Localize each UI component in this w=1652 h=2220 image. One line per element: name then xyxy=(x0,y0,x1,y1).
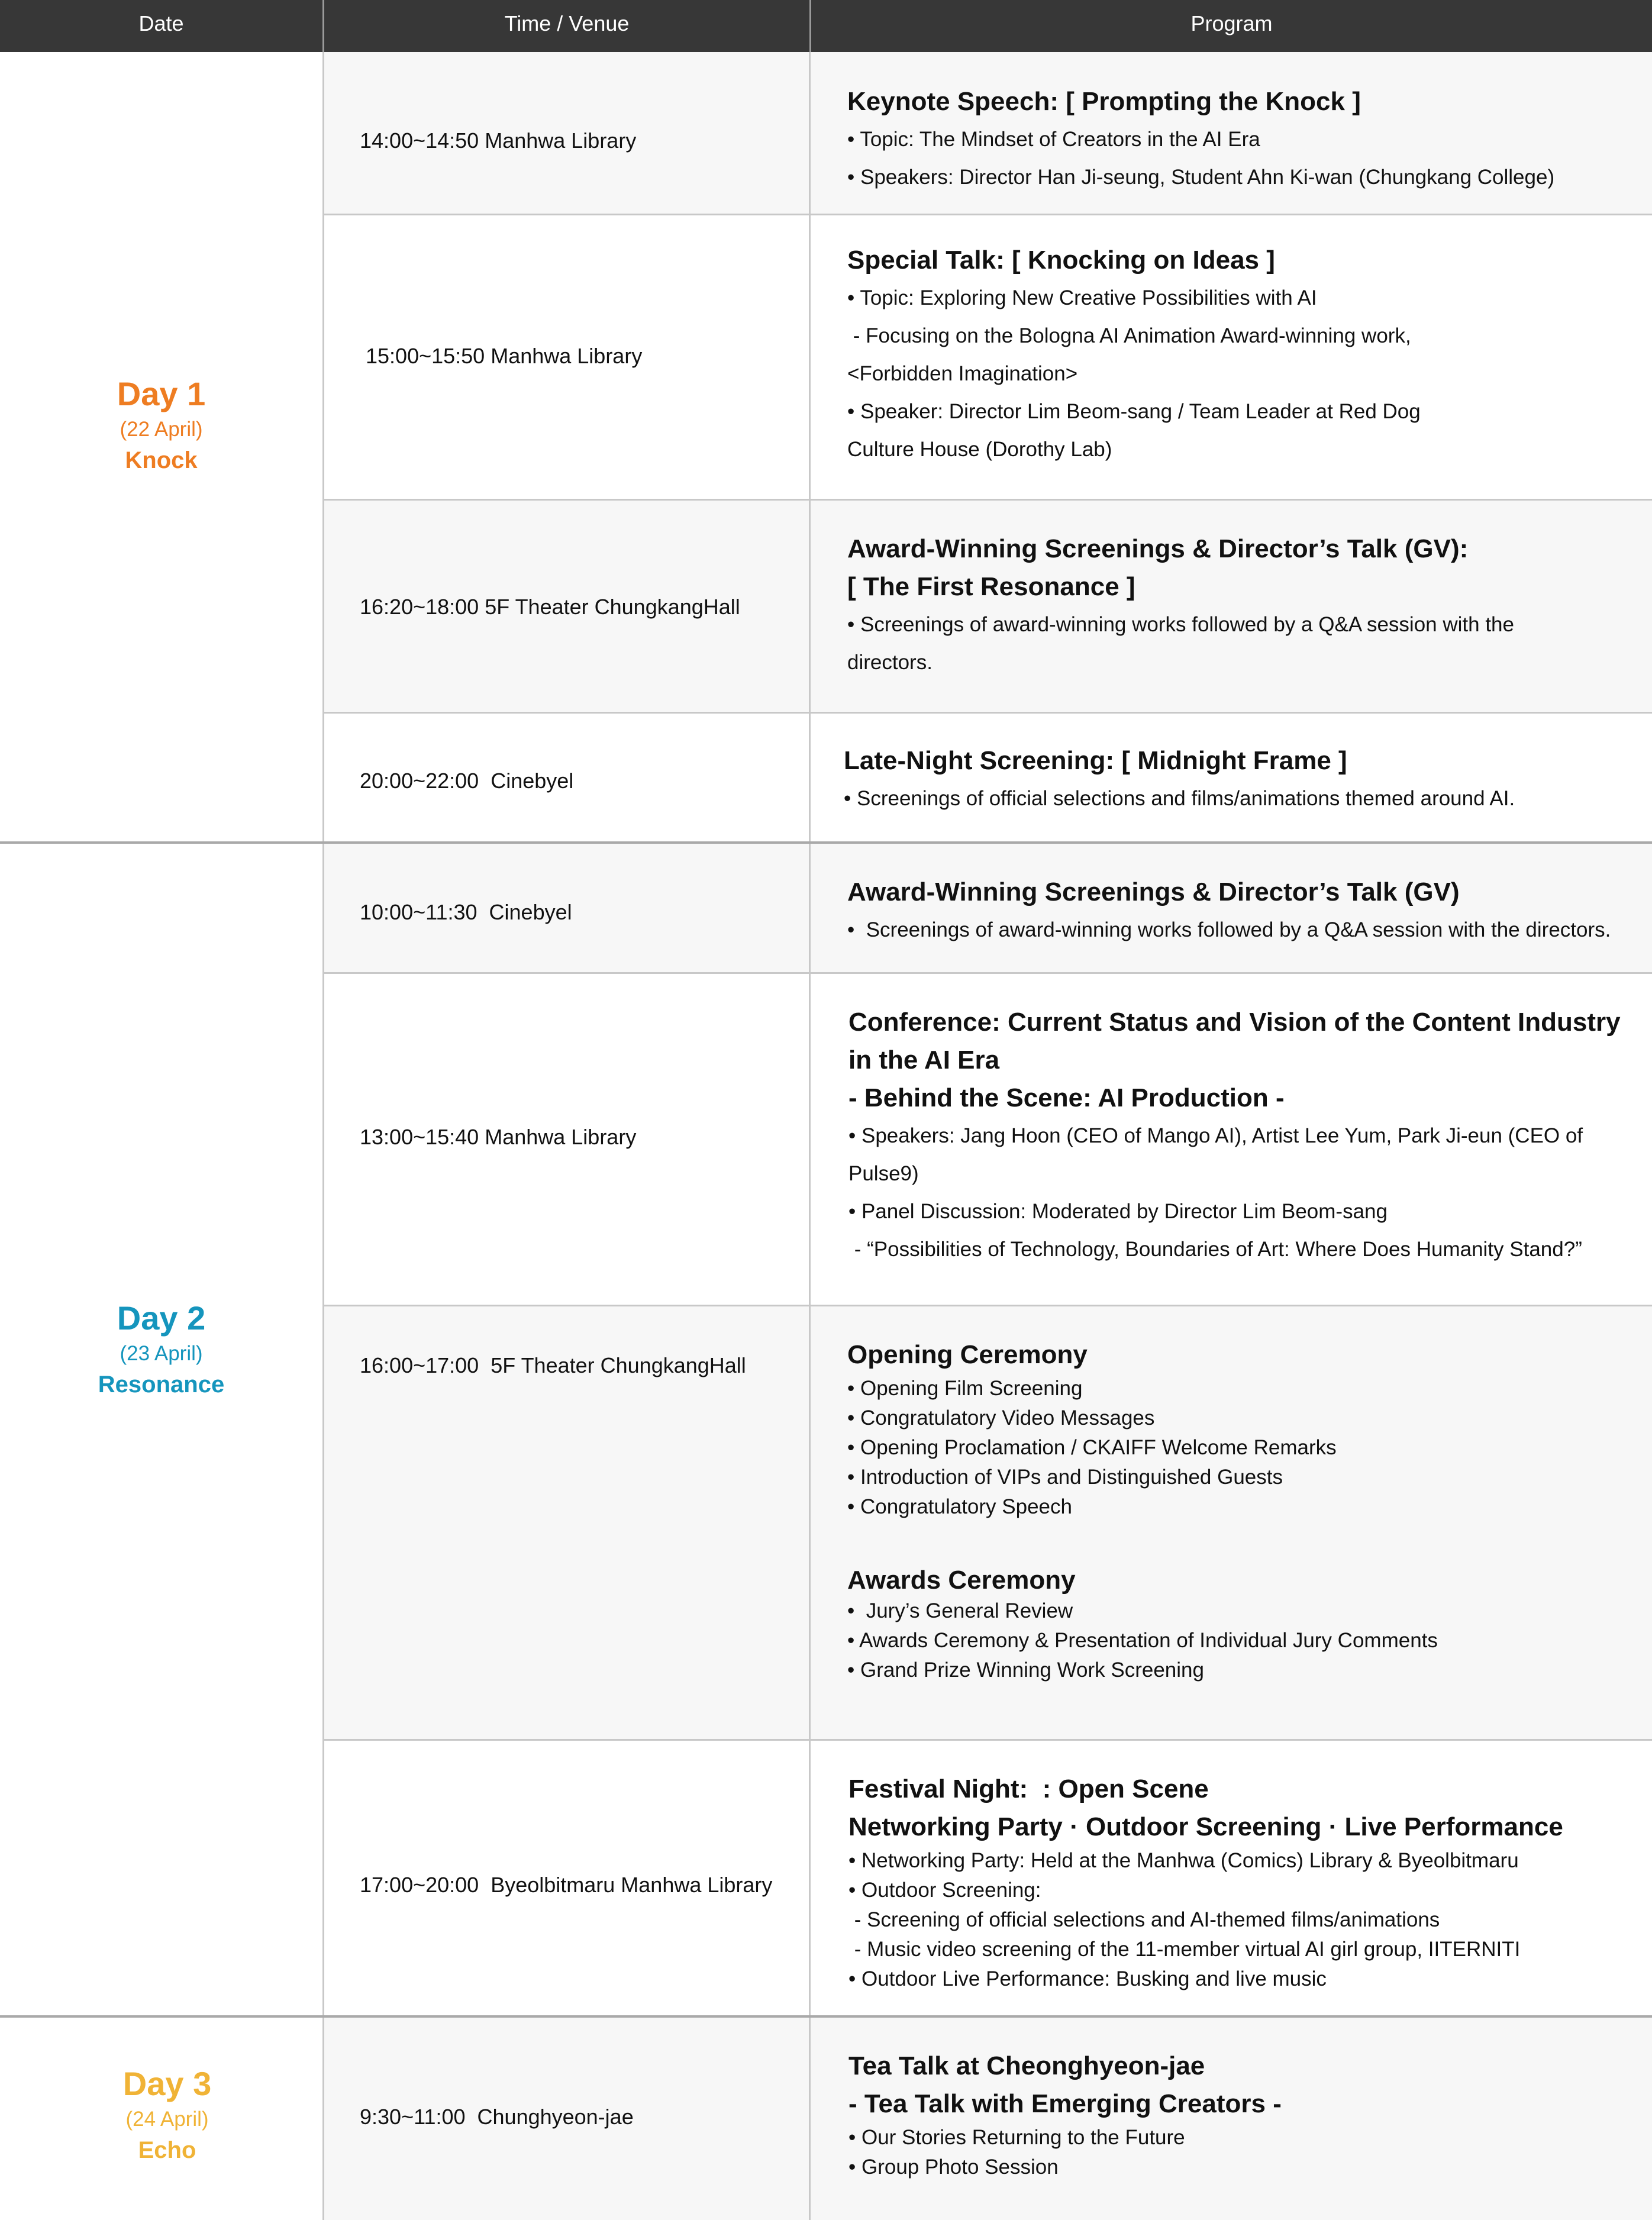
row-divider xyxy=(324,712,1652,714)
program-line: • Opening Film Screening xyxy=(847,1377,1083,1400)
day-title: Day 3 xyxy=(122,2065,212,2102)
time-venue: 16:20~18:00 5F Theater ChungkangHall xyxy=(360,595,740,619)
time-venue: 14:00~14:50 Manhwa Library xyxy=(360,128,637,153)
program-line: • Speakers: Director Han Ji-seung, Student Ahn Ki-wan (Chungkang College) xyxy=(847,166,1555,189)
day-divider xyxy=(0,2015,1652,2018)
program-line: • Outdoor Live Performance: Busking and live music xyxy=(848,1967,1327,1990)
program-cell xyxy=(848,2047,1647,2182)
program-line: Pulse9) xyxy=(848,1162,919,1185)
program-line: • Screenings of official selections and films/animations themed around AI. xyxy=(844,787,1515,810)
header-date: Date xyxy=(138,11,184,36)
header-program: Program xyxy=(1190,11,1273,36)
program-line: - Screening of official selections and AI-themed films/animations xyxy=(848,1908,1440,1931)
day-date: (23 April) xyxy=(120,1341,203,1365)
day-divider xyxy=(0,841,1652,844)
program-title: Tea Talk at Cheonghyeon-jae xyxy=(848,2051,1205,2080)
program-line: • Panel Discussion: Moderated by Director Lim Beom-sang xyxy=(848,1200,1388,1223)
program-cell xyxy=(844,742,1643,818)
program-line: • Group Photo Session xyxy=(848,2156,1059,2179)
day-date: (22 April) xyxy=(120,417,203,441)
program-line: Culture House (Dorothy Lab) xyxy=(847,438,1112,461)
day-title: Day 2 xyxy=(117,1299,206,1337)
table-header xyxy=(0,0,1652,52)
program-line: • Awards Ceremony & Presentation of Individual Jury Comments xyxy=(847,1629,1438,1652)
program-line: • Screenings of award-winning works followed by a Q&A session with the directors. xyxy=(847,918,1611,941)
row-divider xyxy=(324,499,1652,501)
column-divider xyxy=(322,52,324,2220)
row-divider xyxy=(324,972,1652,974)
program-line: • Congratulatory Speech xyxy=(847,1495,1072,1518)
program-line: directors. xyxy=(847,651,933,674)
program-line: • Congratulatory Video Messages xyxy=(847,1406,1155,1430)
program-line: • Outdoor Screening: xyxy=(848,1879,1041,1902)
column-divider xyxy=(809,52,811,2220)
program-title: Conference: Current Status and Vision of the Content Industry xyxy=(848,1008,1621,1037)
program-line: <Forbidden Imagination> xyxy=(847,362,1078,385)
program-title: Awards Ceremony xyxy=(847,1566,1076,1595)
program-title: Opening Ceremony xyxy=(847,1340,1088,1369)
program-cell xyxy=(847,241,1646,469)
time-venue: 9:30~11:00 Chunghyeon-jae xyxy=(360,2105,634,2129)
program-title: Festival Night: : Open Scene xyxy=(848,1774,1209,1803)
time-venue: 20:00~22:00 Cinebyel xyxy=(360,769,574,793)
time-venue: 13:00~15:40 Manhwa Library xyxy=(360,1125,637,1149)
day-theme: Resonance xyxy=(98,1372,225,1398)
program-title: Late-Night Screening: [ Midnight Frame ] xyxy=(844,746,1347,775)
awards-section xyxy=(847,1564,1646,1685)
program-cell xyxy=(847,83,1646,196)
program-cell xyxy=(847,1336,1646,1685)
program-cell xyxy=(848,1770,1647,1994)
day-2-label xyxy=(0,1297,322,1400)
program-title: Networking Party · Outdoor Screening · Live Performance xyxy=(848,1812,1563,1841)
program-line: • Our Stories Returning to the Future xyxy=(848,2126,1185,2149)
program-cell xyxy=(847,530,1646,682)
program-title: - Tea Talk with Emerging Creators - xyxy=(848,2089,1282,2118)
program-line: • Grand Prize Winning Work Screening xyxy=(847,1658,1204,1682)
program-line: • Screenings of award-winning works followed by a Q&A session with the xyxy=(847,613,1514,636)
program-line: • Topic: The Mindset of Creators in the AI Era xyxy=(847,128,1260,151)
program-title: Special Talk: [ Knocking on Ideas ] xyxy=(847,246,1275,275)
day-theme: Knock xyxy=(125,447,198,474)
program-line: • Networking Party: Held at the Manhwa (Comics) Library & Byeolbitmaru xyxy=(848,1849,1519,1872)
header-time-venue: Time / Venue xyxy=(504,11,630,36)
program-cell xyxy=(847,873,1646,949)
program-title: Award-Winning Screenings & Director’s Talk (GV) xyxy=(847,877,1460,906)
program-line: • Speakers: Jang Hoon (CEO of Mango AI), Artist Lee Yum, Park Ji-eun (CEO of xyxy=(848,1124,1583,1147)
day-date: (24 April) xyxy=(125,2107,209,2131)
program-line: • Speaker: Director Lim Beom-sang / Team Leader at Red Dog xyxy=(847,400,1421,423)
row-divider xyxy=(324,214,1652,215)
day-3-label xyxy=(6,2063,328,2166)
program-title: Award-Winning Screenings & Director’s Talk (GV): xyxy=(847,534,1469,563)
row-divider xyxy=(324,1739,1652,1741)
row-divider xyxy=(324,1305,1652,1306)
time-venue: 16:00~17:00 5F Theater ChungkangHall xyxy=(360,1353,746,1377)
program-title: [ The First Resonance ] xyxy=(847,572,1135,601)
program-title: Keynote Speech: [ Prompting the Knock ] xyxy=(847,87,1361,116)
program-line: - Music video screening of the 11-member virtual AI girl group, IITERNITI xyxy=(848,1938,1521,1961)
program-title: - Behind the Scene: AI Production - xyxy=(848,1083,1285,1112)
program-line: - “Possibilities of Technology, Boundaries of Art: Where Does Humanity Stand?” xyxy=(848,1238,1582,1261)
day-1-label xyxy=(0,373,322,476)
day-title: Day 1 xyxy=(117,375,206,412)
program-line: - Focusing on the Bologna AI Animation Award-winning work, xyxy=(847,324,1411,347)
time-venue: 17:00~20:00 Byeolbitmaru Manhwa Library xyxy=(360,1873,773,1897)
day-theme: Echo xyxy=(138,2137,196,2164)
time-venue: 15:00~15:50 Manhwa Library xyxy=(360,344,643,368)
program-line: • Topic: Exploring New Creative Possibilities with AI xyxy=(847,286,1317,309)
time-venue: 10:00~11:30 Cinebyel xyxy=(360,900,572,924)
program-line: • Jury’s General Review xyxy=(847,1599,1073,1622)
program-line: • Opening Proclamation / CKAIFF Welcome Remarks xyxy=(847,1436,1337,1459)
program-title: in the AI Era xyxy=(848,1046,1000,1074)
program-cell xyxy=(848,1003,1647,1269)
program-line: • Introduction of VIPs and Distinguished Guests xyxy=(847,1466,1283,1489)
